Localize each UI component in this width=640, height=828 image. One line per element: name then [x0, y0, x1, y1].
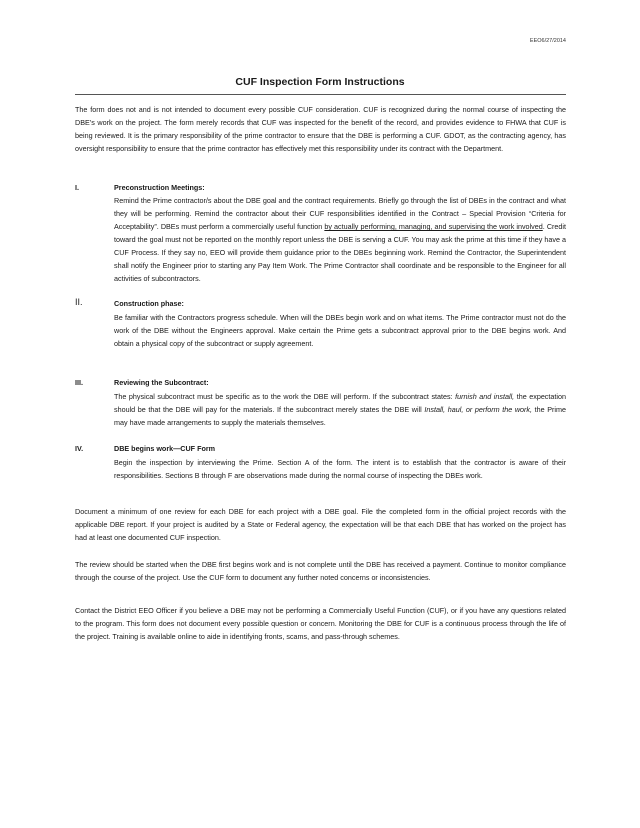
document-id: EEO6/27/2014 — [529, 38, 566, 44]
section-2-body: Be familiar with the Contractors progress schedule. When will the DBEs begin work and on what items. The Prime contractor must not do the work of the DBE without the Engineers approval. Make certain the Prime gets a subcontract approval prior to the DBE begins work. And obtain a physical copy of the subcontract or supply agreement. — [114, 313, 566, 348]
closing-paragraph-2: The review should be started when the DBE first begins work and is not complete until the DBE has received a payment. Continue to monitor compliance through the course of the project. Use the CUF form to document any further noted concerns or inconsistencies. — [75, 560, 566, 582]
section-1-underlined-text: by actually performing, managing, and supervising the work involved — [324, 222, 543, 231]
section-3-number: III. — [75, 378, 83, 387]
section-2-number: II. — [75, 297, 83, 307]
section-1-heading: Preconstruction Meetings: — [114, 183, 205, 192]
section-4-heading: DBE begins work—CUF Form — [114, 444, 216, 453]
section-2-heading: Construction phase: — [114, 299, 184, 308]
section-3-heading: Reviewing the Subcontract: — [114, 378, 209, 387]
closing-paragraph-1: Document a minimum of one review for each DBE for each project with a DBE goal. File the completed form in the official project records with the applicable DBE report. If your project is audited by a State or Federal agency, the expectation will be that each DBE that has worked on the project has had at least one documented CUF inspection. — [75, 507, 566, 542]
section-3-body: The physical subcontract must be specific as to the work the DBE will perform. If the subcontract states: furnish and install, the expectation should be that the DBE will pay for the materials. If the subcontract merely states the DBE will Install, haul, or perform the work, the Prime may have made arrangements to supply the materials themselves. — [114, 392, 566, 427]
section-1-body: Remind the Prime contractor/s about the DBE goal and the contract requirements. Briefly go through the list of DBEs in the contract and what they will be performing. Remind the contractor about their CUF responsibilities identified in the Contract – Special Provision “Criteria for Acceptability”. DBEs must perform a commercially useful function by actually performing, managing, and supervising the work involved. Credit toward the goal must not be reported on the monthly report unless the DBE is serving a CUF. You may ask the prime at this time if they have a CUF Process. If they say no, EEO will provide them guidance prior to the DBEs beginning work. Remind the Contractor, the Superintendent shall notify the Engineer prior to starting any Pay Item Work. The Prime Contractor shall coordinate and be responsible to the Engineer for all activities of subcontractors. — [114, 196, 566, 283]
page-title: CUF Inspection Form Instructions — [235, 76, 405, 88]
intro-paragraph: The form does not and is not intended to document every possible CUF consideration. CUF is recognized during the normal course of inspecting the DBE’s work on the project. The form merely records that CUF was inspected for the benefit of the record, and provides evidence to FHWA that CUF is being reviewed. It is the primary responsibility of the prime contractor to ensure that the DBE is performing a CUF. GDOT, as the contracting agency, has oversight responsibility to ensure that the prime contractor has effectively met this responsibility under its contract with the Department. — [75, 105, 566, 153]
title-divider — [75, 94, 566, 95]
section-4-body: Begin the inspection by interviewing the Prime. Section A of the form. The intent is to establish that the contractor is aware of their responsibilities. Sections B through F are observations made during the normal course of inspecting the DBEs work. — [114, 458, 566, 480]
section-4-number: IV. — [75, 444, 84, 453]
section-1-number: I. — [75, 183, 79, 192]
closing-paragraph-3: Contact the District EEO Officer if you believe a DBE may not be performing a Commercially Useful Function (CUF), or if you have any questions related to the program. This form does not document every possible question or concern. Monitoring the DBE for CUF is a continuous process through the life of the project. Training is available online to aide in identifying fronts, scams, and pass-through schemes. — [75, 606, 566, 641]
